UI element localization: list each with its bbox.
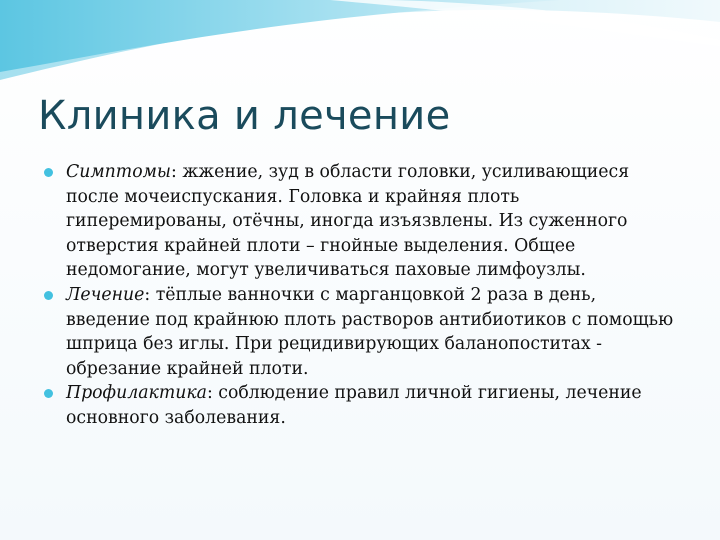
bullet-text: : тёплые ванночки с марганцовкой 2 раза в день, введение под крайнюю плоть растворов антибиотиков с помощью шприца без иглы. При рецидивирующих баланопоститах - обрезание крайней плоти. [66, 284, 674, 379]
bullet-item-prevention [44, 381, 684, 430]
bullet-icon [44, 389, 53, 398]
bullet-term: Профилактика [66, 383, 207, 404]
header-wave-decoration [0, 0, 720, 90]
bullet-list [44, 160, 684, 431]
bullet-text: : соблюдение правил личной гигиены, лечение основного заболевания. [66, 383, 642, 428]
bullet-icon [44, 168, 53, 177]
slide-title: Клиника и лечение [38, 93, 451, 139]
bullet-term: Симптомы [66, 162, 172, 182]
bullet-item-symptoms [44, 160, 684, 283]
bullet-item-treatment [44, 283, 684, 381]
bullet-text: : жжение, зуд в области головки, усиливающиеся после мочеиспускания. Головка и крайняя плоть гиперемированы, отёчны, иногда изъязвлены. Из суженного отверстия крайней плоти – гнойные выделения. Общее недомогание, могут увеличиваться паховые лимфоузлы. [66, 162, 630, 281]
bullet-icon [44, 291, 53, 300]
bullet-term: Лечение [66, 284, 145, 305]
